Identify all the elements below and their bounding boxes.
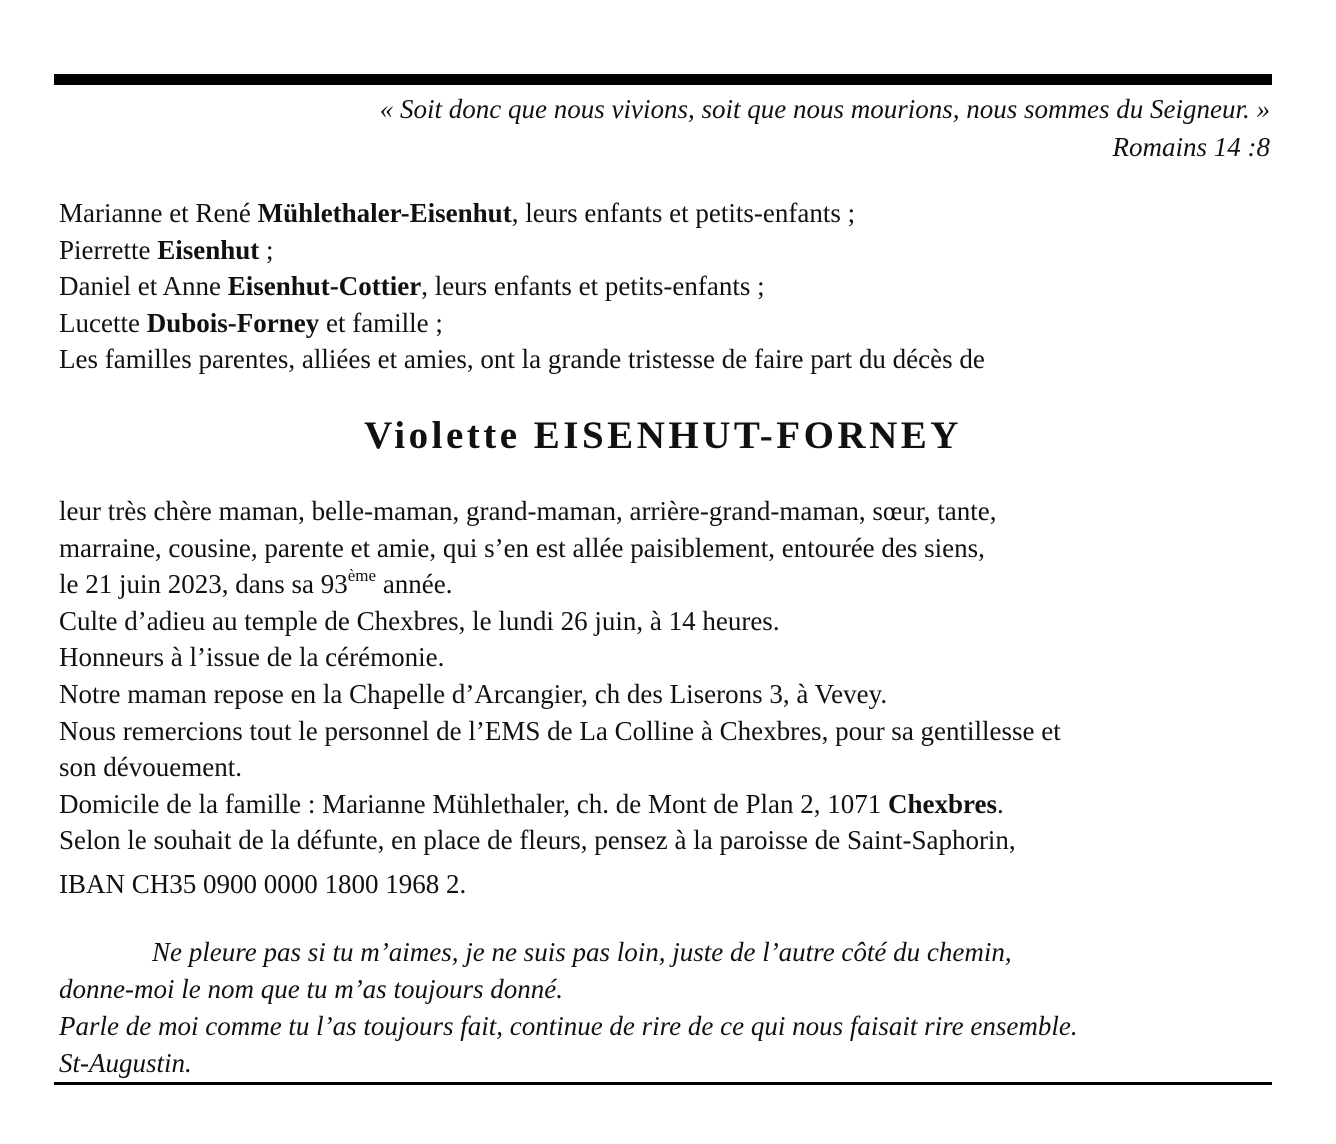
family-surname: Dubois-Forney xyxy=(146,307,320,338)
family-address-line xyxy=(59,786,1061,823)
epigraph xyxy=(380,90,1270,166)
family-surname: Eisenhut xyxy=(157,234,260,265)
family-given-names: Marianne et René xyxy=(59,198,258,228)
family-suffix: et famille ; xyxy=(319,307,443,338)
address-end: . xyxy=(996,788,1004,819)
ordinal-suffix: ème xyxy=(347,566,377,586)
family-suffix: ; xyxy=(259,234,274,265)
family-line xyxy=(59,268,985,305)
family-line xyxy=(59,195,985,232)
date-text: le 21 juin 2023, dans sa 93 xyxy=(59,569,348,600)
body-line: leur très chère maman, belle-maman, grand-maman, arrière-grand-maman, sœur, tante, xyxy=(59,496,997,526)
top-divider xyxy=(54,74,1272,85)
poem xyxy=(59,934,1078,1082)
thanks-line-cont: son dévouement. xyxy=(59,752,242,783)
family-surname: Mühlethaler-Eisenhut xyxy=(257,198,512,228)
body-line xyxy=(59,566,1061,603)
iban-line: IBAN CH35 0900 0000 1800 1968 2. xyxy=(59,869,467,899)
family-surname: Eisenhut-Cottier xyxy=(227,271,422,302)
poem-line: donne-moi le nom que tu m’as toujours donné. xyxy=(59,974,563,1004)
family-given-names: Pierrette xyxy=(59,234,158,265)
family-given-names: Daniel et Anne xyxy=(59,271,228,302)
address-text: Domicile de la famille : Marianne Mühlethaler, ch. de Mont de Plan 2, 1071 xyxy=(59,788,888,819)
donation-line: Selon le souhait de la défunte, en place de fleurs, pensez à la paroisse de Saint-Saphorin, xyxy=(59,825,1016,856)
family-list xyxy=(59,195,985,378)
bottom-divider xyxy=(54,1082,1272,1085)
thanks-line: Nous remercions tout le personnel de l’EMS de La Colline à Chexbres, pour sa gentillesse et xyxy=(59,715,1061,746)
epigraph-reference: Romains 14 :8 xyxy=(1112,132,1270,162)
family-suffix: , leurs enfants et petits-enfants ; xyxy=(511,198,856,228)
honours-line: Honneurs à l’issue de la cérémonie. xyxy=(59,642,445,673)
rest-place-line: Notre maman repose en la Chapelle d’Arcangier, ch des Liserons 3, à Vevey. xyxy=(59,678,888,709)
family-suffix: , leurs enfants et petits-enfants ; xyxy=(421,271,765,302)
family-given-names: Lucette xyxy=(59,307,147,338)
notice-body xyxy=(59,493,1061,859)
address-town: Chexbres xyxy=(887,788,997,819)
poem-author: St-Augustin. xyxy=(59,1048,192,1078)
deceased-name: Violette EISENHUT-FORNEY xyxy=(364,414,962,457)
family-line xyxy=(59,305,985,342)
announcement-line: Les familles parentes, alliées et amies, ont la grande tristesse de faire part du décès de xyxy=(59,344,985,375)
epigraph-quote: « Soit donc que nous vivions, soit que nous mourions, nous sommes du Seigneur. » xyxy=(379,94,1270,124)
body-line: marraine, cousine, parente et amie, qui s’en est allée paisiblement, entourée des siens, xyxy=(59,532,985,563)
ceremony-line: Culte d’adieu au temple de Chexbres, le lundi 26 juin, à 14 heures. xyxy=(59,605,780,636)
family-line xyxy=(59,232,985,269)
date-text-end: année. xyxy=(376,569,453,600)
poem-line: Ne pleure pas si tu m’aimes, je ne suis pas loin, juste de l’autre côté du chemin, xyxy=(152,937,1012,967)
poem-line: Parle de moi comme tu l’as toujours fait, continue de rire de ce qui nous faisait rire ensemble. xyxy=(59,1011,1078,1041)
